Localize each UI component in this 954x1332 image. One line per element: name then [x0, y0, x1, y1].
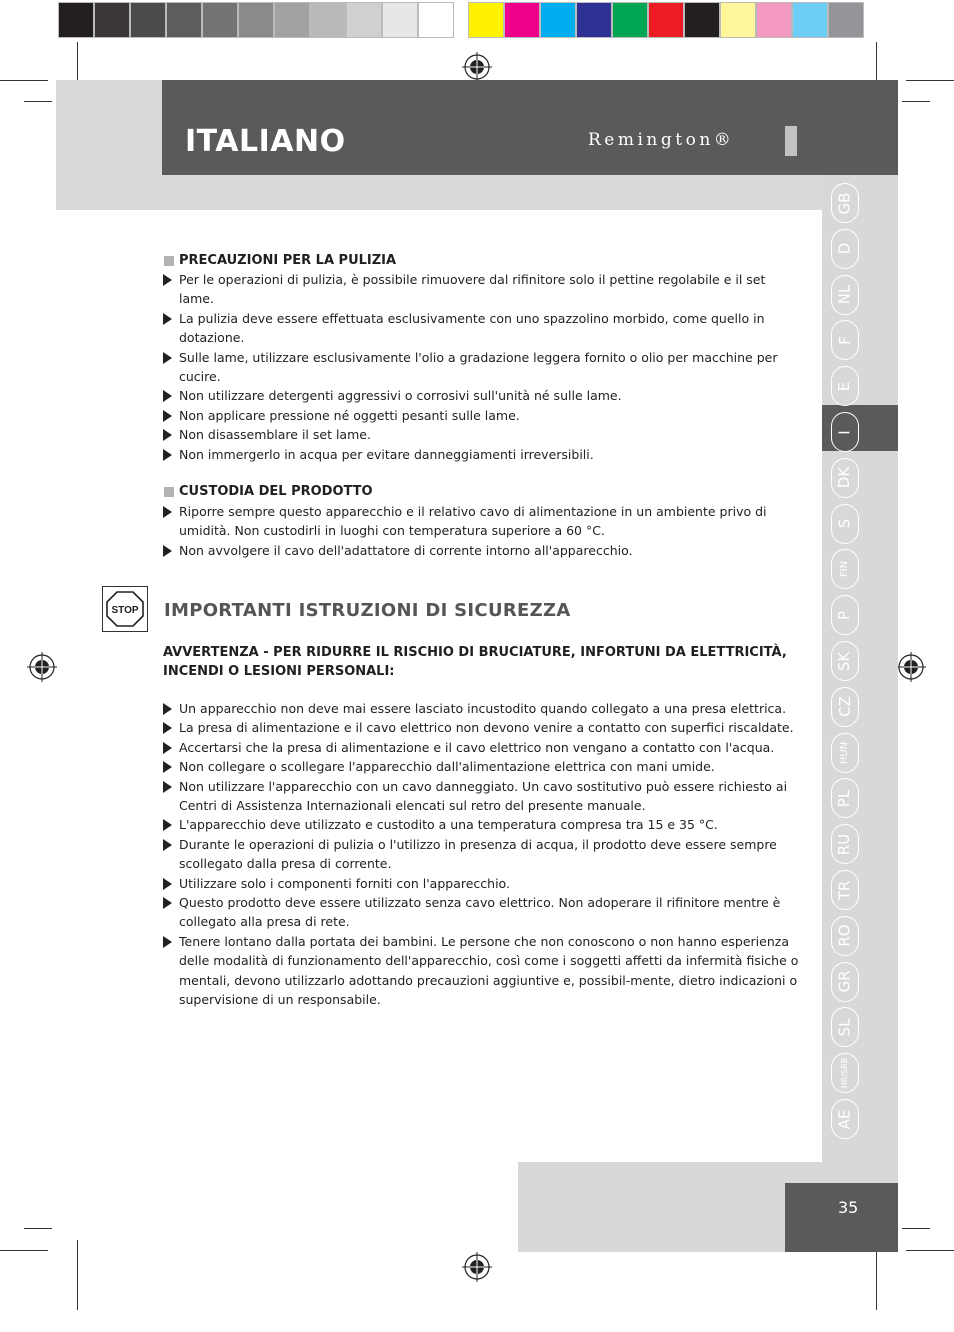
language-tab-label: NL — [835, 284, 854, 305]
safety-section-title: IMPORTANTI ISTRUZIONI DI SICUREZZA — [164, 600, 571, 621]
language-tab-gr[interactable] — [831, 962, 859, 1002]
color-swatch — [274, 2, 310, 38]
language-tab-label: E — [835, 381, 854, 391]
list-item-text: Accertarsi che la presa di alimentazione e il cavo elettrico non vengano a contatto con l'acqua. — [179, 739, 775, 755]
language-tab-label: HUN — [838, 741, 850, 764]
language-tab-label: P — [835, 610, 854, 620]
color-swatch — [720, 2, 756, 38]
storage-heading — [164, 484, 373, 499]
color-swatch — [346, 2, 382, 38]
list-item-text: L'apparecchio deve utilizzato e custodito a una temperatura compresa tra 15 e 35 °C. — [179, 817, 718, 833]
list-item-text: Riporre sempre questo apparecchio e il relativo cavo di alimentazione in un ambiente privo di umidità. Non custodirli in luoghi con temperatura superiore a 60 °C. — [179, 504, 767, 539]
registration-mark-icon — [896, 652, 926, 682]
bullet-triangle-icon — [163, 274, 172, 286]
list-item-text: Non utilizzare l'apparecchio con un cavo danneggiato. Un cavo sostitutivo può essere richiesto ai Centri di Assistenza Internazionali elencati sul retro del presente manuale. — [179, 778, 788, 814]
language-tab-label: GR — [835, 970, 854, 993]
list-item — [162, 699, 802, 718]
language-tab-ro[interactable] — [831, 916, 859, 956]
language-tab-label: I — [835, 429, 854, 435]
list-item-text: La presa di alimentazione e il cavo elettrico non devono venire a contatto con superfici riscaldate. — [179, 720, 794, 736]
bullet-triangle-icon — [163, 703, 172, 715]
stop-sign-box — [102, 586, 148, 632]
language-tab-label: PL — [835, 789, 854, 808]
language-tab-label: D — [835, 243, 854, 255]
stop-sign-label: STOP — [111, 605, 139, 616]
bullet-triangle-icon — [163, 878, 172, 890]
bullet-triangle-icon — [163, 722, 172, 734]
color-swatch — [468, 2, 504, 38]
list-item-text: Tenere lontano dalla portata dei bambini. Le persone che non conoscono o non hanno esperienza delle modalità di funzionamento dell'apparecchio, così come i soggetti affetti da infermità fisiche o mentali, devono utilizzarlo adottando precauzioni aggiuntive e, possibil-mente, dietro indicazioni o supervisione di un responsabile. — [179, 933, 799, 1008]
bullet-triangle-icon — [163, 781, 172, 793]
brand-accent-block — [785, 126, 797, 156]
list-item — [162, 835, 802, 874]
list-item — [162, 718, 802, 737]
language-tab-ae[interactable] — [831, 1099, 859, 1139]
list-item-text: Non applicare pressione né oggetti pesanti sulle lame. — [179, 407, 520, 423]
crop-mark — [77, 1240, 78, 1310]
bullet-triangle-icon — [163, 897, 172, 909]
crop-mark — [906, 1250, 954, 1251]
color-swatch — [504, 2, 540, 38]
color-swatch — [310, 2, 346, 38]
color-swatch — [756, 2, 792, 38]
list-item-text: Non utilizzare detergenti aggressivi o corrosivi sull'unità né sulle lame. — [179, 388, 622, 404]
language-tab-hr-srb[interactable] — [831, 1053, 859, 1093]
cleaning-heading — [164, 253, 396, 268]
swatch-gap — [454, 2, 468, 38]
crop-mark — [906, 80, 954, 81]
safety-warning: AVVERTENZA - PER RIDURRE IL RISCHIO DI BRUCIATURE, INFORTUNI DA ELETTRICITÀ, INCENDI O LESIONI PERSONALI: — [163, 645, 787, 679]
color-swatch — [828, 2, 864, 38]
brand-logo: Remington® — [588, 130, 735, 150]
crop-mark — [24, 101, 52, 102]
color-swatch — [684, 2, 720, 38]
list-item-text: Non avvolgere il cavo dell'adattatore di corrente intorno all'apparecchio. — [179, 542, 633, 558]
page-number: 35 — [838, 1198, 859, 1217]
bullet-triangle-icon — [163, 819, 172, 831]
language-tab-tr[interactable] — [831, 870, 859, 910]
bullet-triangle-icon — [163, 313, 172, 325]
language-tab-s[interactable] — [831, 504, 859, 544]
list-item-text: Utilizzare solo i componenti forniti con l'apparecchio. — [179, 875, 510, 891]
language-tab-fin[interactable] — [831, 549, 859, 589]
color-swatch — [382, 2, 418, 38]
storage-heading-text: CUSTODIA DEL PRODOTTO — [179, 484, 373, 499]
list-item-text: La pulizia deve essere effettuata esclusivamente con uno spazzolino morbido, come quello in dotazione. — [179, 310, 765, 346]
language-tab-f[interactable] — [831, 320, 859, 360]
bullet-triangle-icon — [163, 742, 172, 754]
color-swatch — [792, 2, 828, 38]
color-swatch — [166, 2, 202, 38]
bullet-triangle-icon — [163, 429, 172, 441]
language-tab-label: HR/SRB — [840, 1057, 849, 1089]
page-title: ITALIANO — [185, 124, 346, 159]
language-tab-sl[interactable] — [831, 1007, 859, 1047]
language-tab-sk[interactable] — [831, 641, 859, 681]
color-swatch — [202, 2, 238, 38]
list-item-text: Per le operazioni di pulizia, è possibile rimuovere dal rifinitore solo il pettine regolabile e il set lame. — [179, 272, 766, 307]
language-tab-label: SL — [835, 1018, 854, 1037]
crop-mark — [902, 101, 930, 102]
list-item-text: Non collegare o scollegare l'apparecchio dall'alimentazione elettrica con mani umide. — [179, 759, 715, 775]
color-swatch — [238, 2, 274, 38]
list-item — [162, 270, 802, 309]
list-item — [162, 932, 802, 1010]
list-item-text: Questo prodotto deve essere utilizzato senza cavo elettrico. Non adoperare il rifinitore mentre è collegato alla presa di rete. — [179, 895, 781, 930]
list-item — [162, 777, 802, 816]
list-item-text: Non immergerlo in acqua per evitare danneggiamenti irreversibili. — [179, 446, 594, 462]
color-swatch — [540, 2, 576, 38]
page-number-box — [785, 1183, 898, 1252]
language-tab-cz[interactable] — [831, 687, 859, 727]
list-item — [162, 874, 802, 893]
language-tab-pl[interactable] — [831, 778, 859, 818]
language-tab-nl[interactable] — [831, 275, 859, 315]
bullet-triangle-icon — [163, 410, 172, 422]
color-swatch — [612, 2, 648, 38]
safety-list — [162, 699, 802, 1010]
list-item-text: Durante le operazioni di pulizia o l'utilizzo in presenza di acqua, il prodotto deve essere sempre scollegato dalla presa di corrente. — [179, 836, 777, 872]
language-tab-label: CZ — [835, 696, 854, 718]
list-item — [162, 502, 802, 541]
bullet-triangle-icon — [163, 839, 172, 851]
section-square-icon — [164, 487, 174, 497]
color-swatch — [418, 2, 454, 38]
stop-sign-icon — [103, 587, 147, 631]
language-tab-p[interactable] — [831, 595, 859, 635]
color-swatch — [576, 2, 612, 38]
color-swatch — [130, 2, 166, 38]
language-tab-label: RU — [835, 833, 854, 855]
language-tab-label: DK — [835, 467, 854, 489]
bullet-triangle-icon — [163, 449, 172, 461]
language-tab-label: FIN — [839, 561, 850, 578]
language-tab-gb[interactable] — [831, 183, 859, 223]
bullet-triangle-icon — [163, 390, 172, 402]
list-item — [162, 425, 802, 444]
color-swatch — [58, 2, 94, 38]
crop-mark — [0, 1250, 48, 1251]
language-tab-ru[interactable] — [831, 824, 859, 864]
bullet-triangle-icon — [163, 936, 172, 948]
language-tab-hun[interactable] — [831, 733, 859, 773]
crop-mark — [0, 80, 48, 81]
list-item — [162, 541, 802, 560]
language-tab-label: F — [835, 336, 854, 345]
language-tab-e[interactable] — [831, 366, 859, 406]
language-tab-i[interactable] — [831, 412, 859, 452]
language-tab-label: SK — [835, 651, 854, 671]
registration-mark-icon — [462, 52, 492, 82]
registration-mark-icon — [462, 1252, 492, 1282]
crop-mark — [902, 1228, 930, 1229]
color-swatch — [648, 2, 684, 38]
list-item — [162, 445, 802, 464]
storage-list — [162, 502, 802, 560]
list-item — [162, 815, 802, 834]
list-item — [162, 386, 802, 405]
registration-mark-icon — [27, 652, 57, 682]
list-item — [162, 738, 802, 757]
list-item — [162, 757, 802, 776]
language-tab-label: GB — [835, 192, 854, 214]
color-swatch — [94, 2, 130, 38]
cleaning-list — [162, 270, 802, 464]
language-tab-label: AE — [835, 1109, 854, 1129]
bullet-triangle-icon — [163, 506, 172, 518]
bullet-triangle-icon — [163, 352, 172, 364]
list-item — [162, 309, 802, 348]
language-tab-dk[interactable] — [831, 458, 859, 498]
list-item-text: Un apparecchio non deve mai essere lasciato incustodito quando collegato a una presa elettrica. — [179, 701, 787, 716]
language-tab-d[interactable] — [831, 229, 859, 269]
language-tab-label: S — [835, 518, 854, 529]
language-tab-label: RO — [835, 924, 854, 947]
language-tab-label: TR — [835, 880, 854, 900]
bullet-triangle-icon — [163, 545, 172, 557]
cleaning-heading-text: PRECAUZIONI PER LA PULIZIA — [179, 253, 397, 268]
list-item-text: Non disassemblare il set lame. — [179, 427, 371, 443]
list-item — [162, 893, 802, 932]
list-item-text: Sulle lame, utilizzare esclusivamente l'olio a gradazione leggera fornito o olio per macchine per cucire. — [179, 349, 778, 385]
list-item — [162, 348, 802, 387]
bullet-triangle-icon — [163, 761, 172, 773]
list-item — [162, 406, 802, 425]
color-calibration-bar — [58, 2, 864, 38]
section-square-icon — [164, 256, 174, 266]
crop-mark — [24, 1228, 52, 1229]
